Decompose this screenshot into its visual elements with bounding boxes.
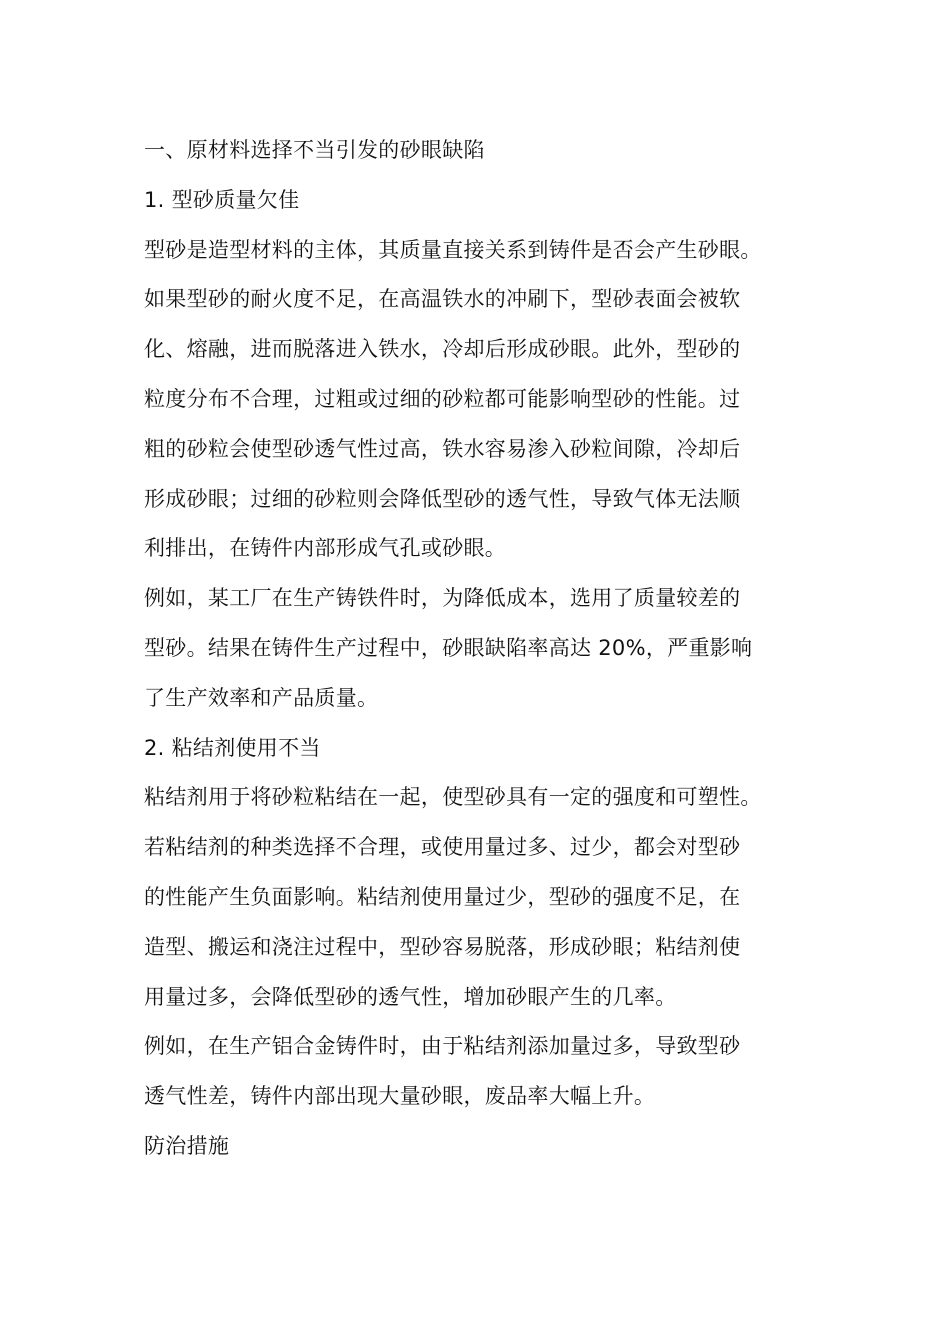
paragraph-line: 粒度分布不合理，过粗或过细的砂粒都可能影响型砂的性能。过	[144, 386, 741, 411]
paragraph-line: 例如，某工厂在生产铸铁件时，为降低成本，选用了质量较差的	[144, 586, 741, 611]
subsection-2-paragraph	[144, 773, 824, 1022]
paragraph-line: 化、熔融，进而脱落进入铁水，冷却后形成砂眼。此外，型砂的	[144, 337, 741, 362]
paragraph-line: 如果型砂的耐火度不足，在高温铁水的冲刷下，型砂表面会被软	[144, 287, 741, 312]
paragraph-line: 型砂。结果在铸件生产过程中，砂眼缺陷率高达 20%，严重影响	[144, 635, 753, 660]
paragraph-line: 透气性差，铸件内部出现大量砂眼，废品率大幅上升。	[144, 1084, 656, 1109]
paragraph-line: 若粘结剂的种类选择不合理，或使用量过多、过少，都会对型砂	[144, 835, 741, 860]
paragraph-line: 形成砂眼；过细的砂粒则会降低型砂的透气性，导致气体无法顺	[144, 486, 741, 511]
paragraph-line: 例如，在生产铝合金铸件时，由于粘结剂添加量过多，导致型砂	[144, 1034, 741, 1059]
section-title: 一、原材料选择不当引发的砂眼缺陷	[144, 138, 485, 162]
paragraph-line: 了生产效率和产品质量。	[144, 685, 379, 710]
paragraph-line: 用量过多，会降低型砂的透气性，增加砂眼产生的几率。	[144, 984, 677, 1009]
paragraph-line: 造型、搬运和浇注过程中，型砂容易脱落，形成砂眼；粘结剂使	[144, 934, 741, 959]
paragraph-line: 粘结剂用于将砂粒粘结在一起，使型砂具有一定的强度和可塑性。	[144, 785, 762, 810]
paragraph-line: 型砂是造型材料的主体，其质量直接关系到铸件是否会产生砂眼。	[144, 237, 762, 262]
document-body	[144, 126, 824, 1172]
paragraph-line: 粗的砂粒会使型砂透气性过高，铁水容易渗入砂粒间隙，冷却后	[144, 436, 741, 461]
paragraph-line: 利排出，在铸件内部形成气孔或砂眼。	[144, 536, 507, 561]
subsection-2-example	[144, 1022, 824, 1122]
subsection-1-example	[144, 574, 824, 723]
subsection-1-paragraph	[144, 226, 824, 575]
paragraph-line: 的性能产生负面影响。粘结剂使用量过少，型砂的强度不足，在	[144, 884, 741, 909]
subsection-1-title: 1. 型砂质量欠佳	[144, 187, 300, 212]
subsection-2-title: 2. 粘结剂使用不当	[144, 735, 321, 760]
measures-title: 防治措施	[144, 1133, 230, 1158]
